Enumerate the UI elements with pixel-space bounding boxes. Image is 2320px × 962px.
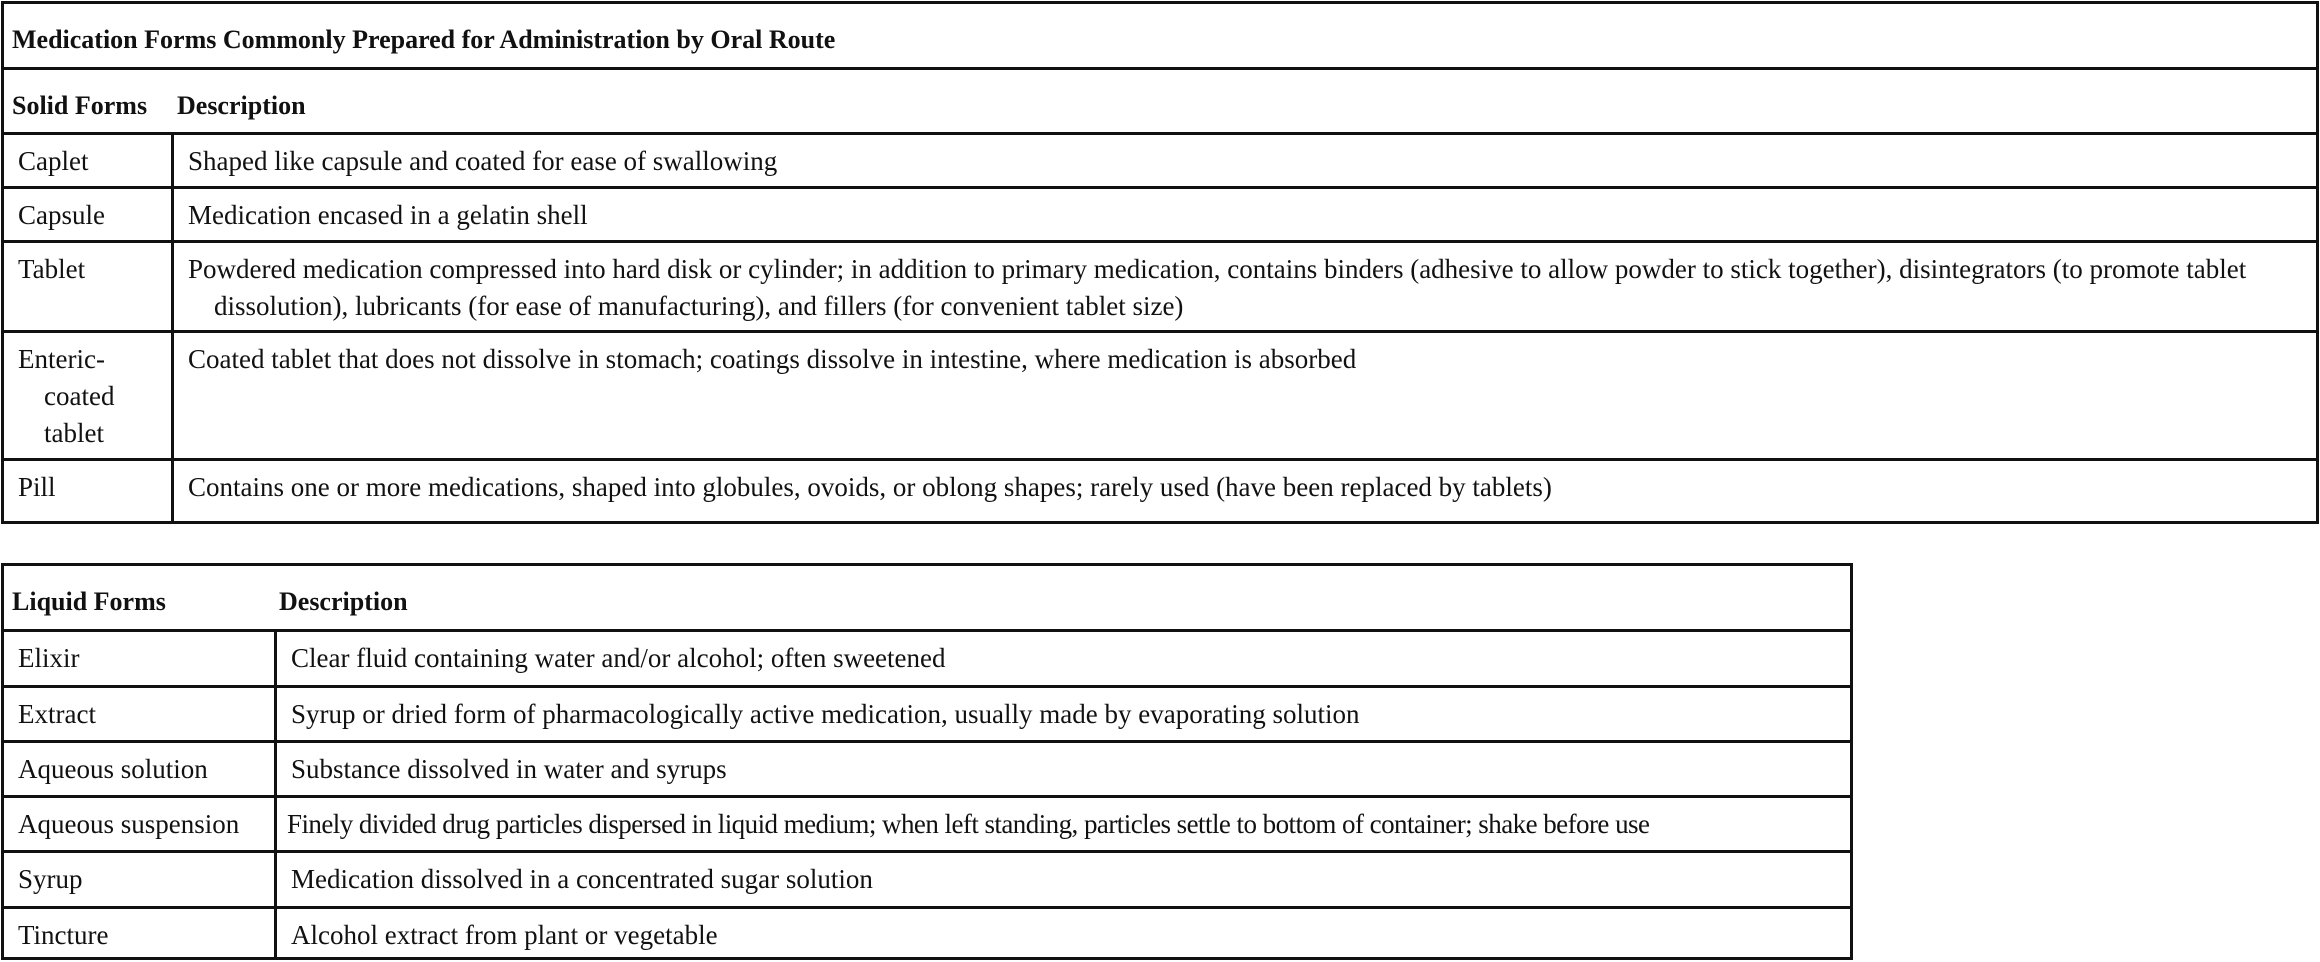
table-row <box>4 685 1850 740</box>
form-description: Shaped like capsule and coated for ease of swallowing <box>188 146 778 176</box>
table-row <box>4 240 2316 330</box>
form-name: Pill <box>18 472 56 502</box>
table-row <box>4 740 1850 795</box>
table-row <box>4 850 1850 906</box>
form-description: Finely divided drug particles dispersed in liquid medium; when left standing, particles settle to bottom of container; shake before use <box>287 809 1650 839</box>
form-name: Elixir <box>18 643 80 673</box>
solid-header-row <box>4 67 2316 132</box>
form-name: Aqueous solution <box>18 754 208 784</box>
table-row <box>4 186 2316 240</box>
form-name: Enteric-coated tablet <box>18 344 115 448</box>
table-title-row <box>4 4 2316 67</box>
form-name: Aqueous suspension <box>18 809 240 839</box>
form-description: Substance dissolved in water and syrups <box>291 754 727 784</box>
form-description: Powdered medication compressed into hard disk or cylinder; in addition to primary medication, contains binders (adhesive to allow powder to stick together), disintegrators (to promote tablet dissolution), lubricants (for ease of manufacturing), and fillers (for convenient tablet size) <box>188 254 2247 321</box>
liquid-header-row <box>4 566 1850 629</box>
form-description: Clear fluid containing water and/or alcohol; often sweetened <box>291 643 946 673</box>
table-row <box>4 906 1850 960</box>
form-description: Medication encased in a gelatin shell <box>188 200 588 230</box>
table-row <box>4 132 2316 186</box>
table-row <box>4 795 1850 850</box>
table-row <box>4 330 2316 458</box>
form-name: Tablet <box>18 254 86 284</box>
form-name: Extract <box>18 699 96 729</box>
liquid-forms-table <box>1 563 1853 960</box>
header-description: Description <box>177 91 306 120</box>
header-description: Description <box>279 587 408 616</box>
header-solid-forms: Solid Forms <box>12 91 148 120</box>
form-name: Tincture <box>18 920 109 950</box>
header-liquid-forms: Liquid Forms <box>12 587 166 616</box>
form-name: Caplet <box>18 146 89 176</box>
form-description: Medication dissolved in a concentrated sugar solution <box>291 864 873 894</box>
table-row <box>4 629 1850 685</box>
table-title: Medication Forms Commonly Prepared for Administration by Oral Route <box>12 25 836 54</box>
table-row <box>4 458 2316 521</box>
form-description: Alcohol extract from plant or vegetable <box>291 920 718 950</box>
form-name: Capsule <box>18 200 105 230</box>
form-description: Syrup or dried form of pharmacologically active medication, usually made by evaporating solution <box>291 699 1360 729</box>
form-name: Syrup <box>18 864 83 894</box>
solid-forms-table <box>1 1 2319 524</box>
form-description: Coated tablet that does not dissolve in stomach; coatings dissolve in intestine, where medication is absorbed <box>188 344 1357 374</box>
form-description: Contains one or more medications, shaped into globules, ovoids, or oblong shapes; rarely used (have been replaced by tablets) <box>188 472 1552 502</box>
